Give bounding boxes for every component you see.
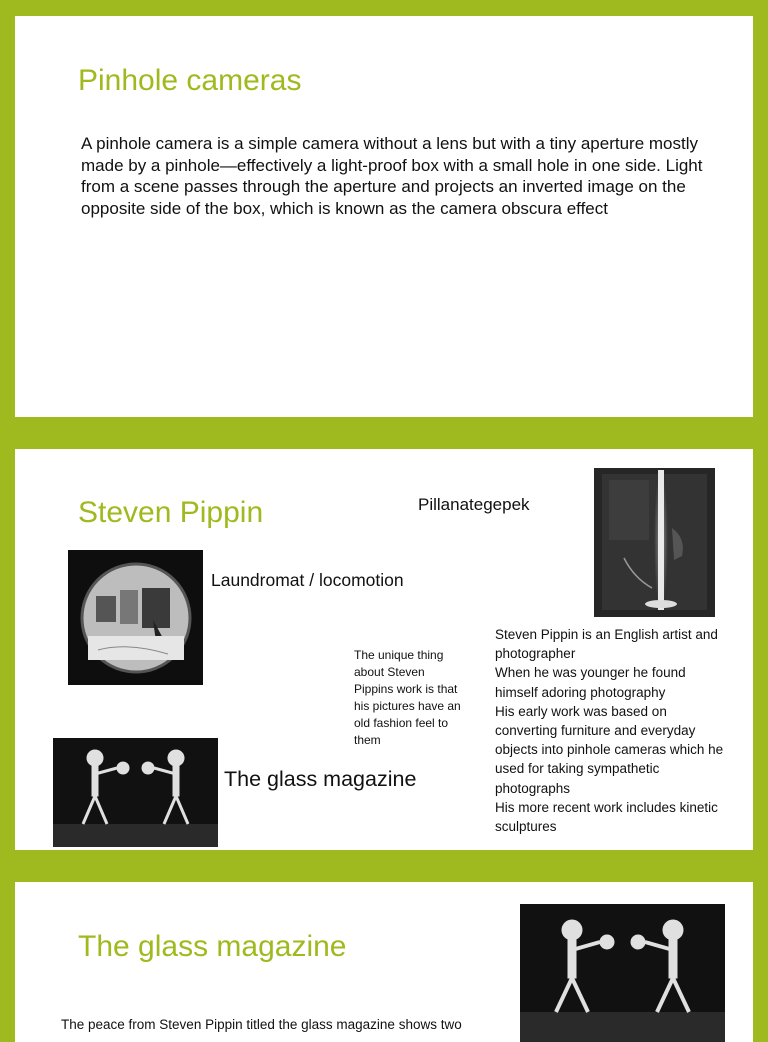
slide-pinhole-cameras xyxy=(15,16,753,417)
laundromat-image xyxy=(68,550,203,685)
slide-title: Steven Pippin xyxy=(78,496,264,529)
slide-title: The glass magazine xyxy=(78,930,347,963)
glass-magazine-label: The glass magazine xyxy=(224,767,417,791)
glass-magazine-photo xyxy=(53,738,218,847)
unique-quality-text: The unique thing about Steven Pippins work is that his pictures have an old fashion feel to them xyxy=(354,648,461,748)
bio-line: When he was younger he found himself adoring photography xyxy=(495,665,686,700)
skeletons-boxing-image xyxy=(53,738,218,847)
slide-glass-magazine xyxy=(15,882,753,1042)
slide-title: Pinhole cameras xyxy=(78,64,302,97)
slide-body-text: The peace from Steven Pippin titled the glass magazine shows two xyxy=(61,1017,462,1032)
slide-steven-pippin xyxy=(15,449,753,850)
bio-line: Steven Pippin is an English artist and photographer xyxy=(495,627,718,662)
laundromat-photo xyxy=(68,550,203,685)
skeletons-boxing-image xyxy=(520,904,725,1042)
laundromat-label: Laundromat / locomotion xyxy=(211,570,404,590)
biography-list xyxy=(495,625,735,836)
pillanategepek-image xyxy=(594,468,715,617)
pillanategepek-photo xyxy=(594,468,715,617)
bio-line: His more recent work includes kinetic sculptures xyxy=(495,799,718,835)
bio-line: His early work was based on converting furniture and everyday objects into pinhole cameras which he used for taking sympathetic photographs xyxy=(495,703,724,796)
glass-magazine-photo-large xyxy=(520,904,725,1042)
pillanategepek-label: Pillanategepek xyxy=(418,495,530,514)
slide-body-text: A pinhole camera is a simple camera without a lens but with a tiny aperture mostly made by a pinhole—effectively a light-proof box with a small hole in one side. Light from a scene passes through the aperture and projects an inverted image on the opposite side of the box, which is known as the camera obscura effect xyxy=(81,134,703,218)
